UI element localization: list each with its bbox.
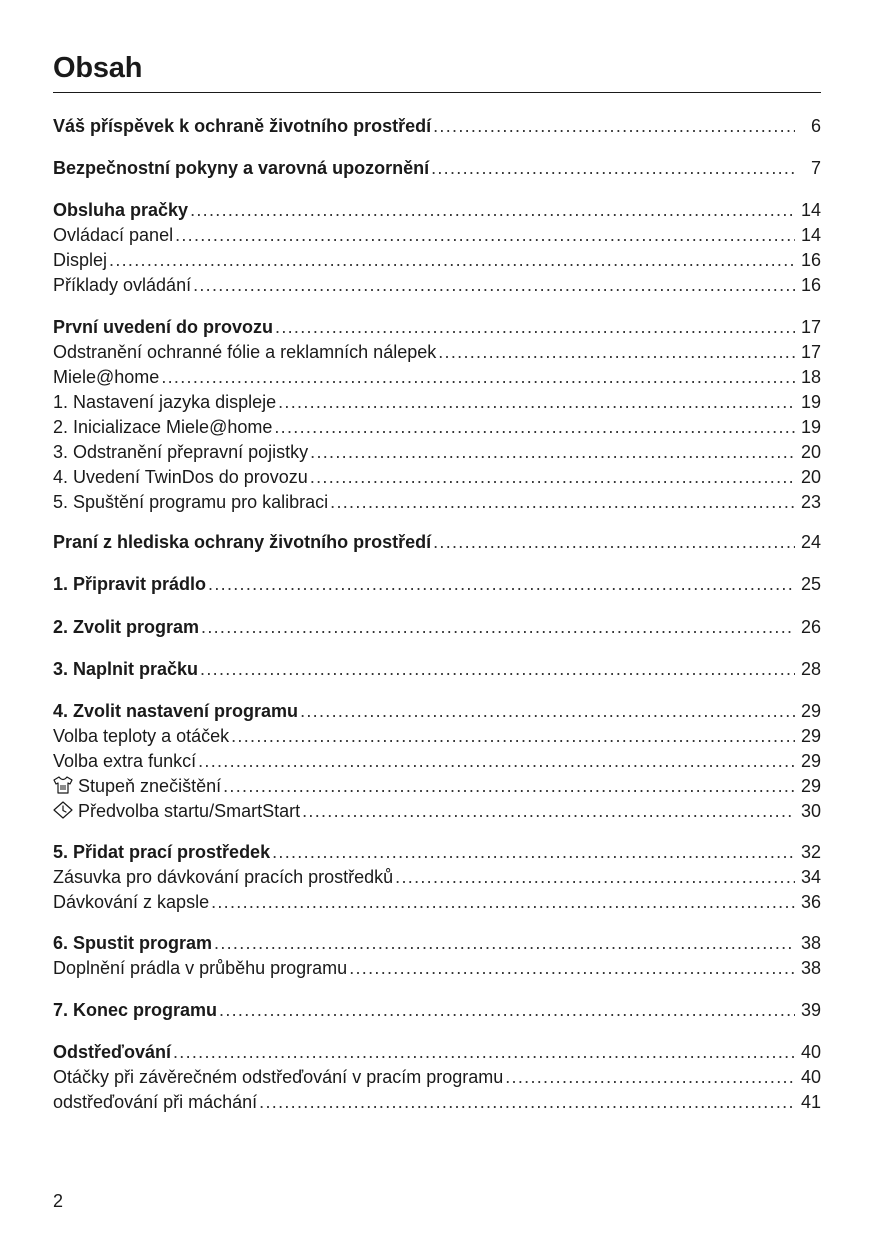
toc-leader-dots [349,956,795,980]
toc-entry-page: 32 [800,842,821,862]
toc-entry-page: 20 [800,467,821,487]
toc-entry [53,490,821,514]
toc-entry-label: Dávkování z kapsle [53,892,210,912]
toc-entry [53,248,821,272]
toc-entry-title [53,1040,171,1064]
toc-entry-page: 7 [810,158,821,178]
toc-entry [53,223,821,247]
toc-entry-title [53,1065,503,1089]
toc-leader-dots [300,699,795,723]
toc-leader-dots [219,998,795,1022]
toc-entry-page: 29 [800,751,821,771]
toc-entry-page: 40 [800,1042,821,1062]
toc-leader-dots [200,657,795,681]
toc-entry-label: Zásuvka pro dávkování pracích prostředků [53,867,394,887]
toc-leader-dots [211,890,795,914]
toc-leader-dots [272,840,795,864]
toc-entry-page: 29 [800,726,821,746]
toc-entry-page: 39 [800,1000,821,1020]
toc-entry-label: Doplnění prádla v průběhu programu [53,958,348,978]
toc-entry-title [53,699,298,723]
toc-entry [53,956,821,980]
toc-entry [53,657,821,681]
toc-entry-title [53,415,272,439]
toc-entry-title [53,114,431,138]
toc-entry-label: Volba extra funkcí [53,751,197,771]
toc-entry [53,749,821,773]
toc-entry-title [53,365,159,389]
toc-entry-page: 17 [800,317,821,337]
toc-entry-page: 38 [800,958,821,978]
toc-leader-dots [433,530,795,554]
toc-leader-dots [274,415,795,439]
toc-entry-page: 29 [800,776,821,796]
toc-entry-label: 4. Zvolit nastavení programu [53,701,299,721]
toc-entry-title [53,774,221,798]
toc-entry-page: 16 [800,275,821,295]
toc-entry-label: Odstřeďování [53,1042,171,1062]
toc-entry [53,440,821,464]
toc-entry-title [53,615,199,639]
toc-entry-label: 1. Připravit prádlo [53,574,207,594]
toc-entry-label: 3. Naplnit pračku [53,659,199,679]
toc-leader-dots [198,749,795,773]
toc-entry [53,724,821,748]
toc-entry-page: 26 [800,617,821,637]
shirt-soiling-icon [53,776,73,794]
toc-entry-title [53,465,308,489]
toc-entry-page: 6 [810,116,821,136]
toc-entry-title [53,998,217,1022]
toc-leader-dots [208,572,795,596]
toc-entry [53,998,821,1022]
toc-leader-dots [161,365,795,389]
toc-entry-page: 40 [800,1067,821,1087]
toc-entry-label: Ovládací panel [53,225,174,245]
title-divider [53,92,821,93]
toc-entry [53,530,821,554]
toc-entry-title [53,865,393,889]
toc-entry-page: 34 [800,867,821,887]
toc-entry [53,799,821,823]
toc-entry-label: Praní z hlediska ochrany životního prostředí [53,532,432,552]
toc-leader-dots [223,774,795,798]
toc-entry-page: 36 [800,892,821,912]
toc-entry [53,315,821,339]
toc-entry-title [53,724,229,748]
toc-entry-page: 29 [800,701,821,721]
toc-entry-page: 17 [800,342,821,362]
toc-leader-dots [190,198,795,222]
toc-entry [53,390,821,414]
toc-leader-dots [505,1065,795,1089]
toc-leader-dots [438,340,795,364]
toc-entry-label: Příklady ovládání [53,275,192,295]
toc-entry-title [53,490,328,514]
toc-entry-title [53,223,173,247]
toc-entry-label: Stupeň znečištění [78,776,222,796]
toc-leader-dots [259,1090,795,1114]
toc-entry [53,415,821,439]
toc-entry-label: Předvolba startu/SmartStart [78,801,301,821]
toc-entry-label: Displej [53,250,108,270]
toc-entry [53,156,821,180]
toc-entry-label: 7. Konec programu [53,1000,218,1020]
toc-entry-title [53,840,270,864]
toc-entry [53,865,821,889]
toc-entry-label: 5. Spuštění programu pro kalibraci [53,492,329,512]
toc-entry-page: 14 [800,225,821,245]
toc-entry-label: Bezpečnostní pokyny a varovná upozornění [53,158,430,178]
toc-entry [53,114,821,138]
toc-entry-title [53,315,273,339]
footer-page-number: 2 [53,1191,64,1211]
toc-entry [53,890,821,914]
toc-leader-dots [431,156,795,180]
toc-leader-dots [201,615,795,639]
toc-entry-label: 1. Nastavení jazyka displeje [53,392,277,412]
toc-entry-label: Volba teploty a otáček [53,726,230,746]
toc-leader-dots [278,390,795,414]
toc-entry-label: 2. Zvolit program [53,617,200,637]
toc-entry-title [53,799,300,823]
toc-leader-dots [275,315,795,339]
toc-entry-label: 2. Inicializace Miele@home [53,417,273,437]
toc-entry [53,1040,821,1064]
delay-start-icon [53,801,73,819]
toc-leader-dots [231,724,795,748]
toc-entry-page: 18 [800,367,821,387]
toc-entry-title [53,273,191,297]
toc-entry-page: 20 [800,442,821,462]
toc-entry-label: Obsluha pračky [53,200,189,220]
toc-leader-dots [193,273,795,297]
toc-entry-label: odstřeďování při máchání [53,1092,258,1112]
toc-entry-title [53,248,107,272]
toc-entry [53,340,821,364]
toc-entry-page: 19 [800,417,821,437]
toc-entry-label: Miele@home [53,367,160,387]
toc-leader-dots [173,1040,795,1064]
toc-entry [53,699,821,723]
toc-leader-dots [310,465,795,489]
toc-entry-title [53,156,429,180]
toc-leader-dots [330,490,795,514]
toc-entry-label: 6. Spustit program [53,933,213,953]
toc-entry-title [53,657,198,681]
toc-entry-title [53,198,188,222]
toc-entry-label: Otáčky při závěrečném odstřeďování v pracím programu [53,1067,504,1087]
toc-entry-title [53,931,212,955]
toc-leader-dots [109,248,795,272]
toc-entry-title [53,572,206,596]
toc-leader-dots [433,114,795,138]
toc-entry-page: 24 [800,532,821,552]
toc-entry-page: 38 [800,933,821,953]
toc-entry-title [53,530,431,554]
toc-leader-dots [395,865,795,889]
toc-entry-title [53,340,436,364]
toc-entry [53,615,821,639]
toc-entry-page: 28 [800,659,821,679]
toc-entry [53,931,821,955]
toc-entry [53,365,821,389]
toc-entry-page: 25 [800,574,821,594]
toc-entry [53,1065,821,1089]
toc-entry-label: Odstranění ochranné fólie a reklamních nálepek [53,342,437,362]
toc-entry-title [53,1090,257,1114]
toc-entry-page: 30 [800,801,821,821]
toc-entry-title [53,890,209,914]
toc-entry [53,572,821,596]
toc-entry-label: Váš příspěvek k ochraně životního prostředí [53,116,432,136]
toc-entry-page: 23 [800,492,821,512]
toc-entry-page: 14 [800,200,821,220]
toc-entry-page: 41 [800,1092,821,1112]
toc-entry [53,774,821,798]
toc-entry-title [53,440,308,464]
toc-entry [53,273,821,297]
toc-leader-dots [214,931,795,955]
toc-entry-page: 16 [800,250,821,270]
toc-entry-label: 5. Přidat prací prostředek [53,842,271,862]
toc-entry-title [53,390,276,414]
toc-entry [53,840,821,864]
toc-entry [53,465,821,489]
toc-leader-dots [310,440,795,464]
toc-entry-title [53,749,196,773]
toc-leader-dots [175,223,795,247]
toc-leader-dots [302,799,795,823]
toc-entry [53,1090,821,1114]
toc-entry-label: První uvedení do provozu [53,317,274,337]
toc-entry-page: 19 [800,392,821,412]
toc-entry-title [53,956,347,980]
toc-entry [53,198,821,222]
toc-entry-label: 4. Uvedení TwinDos do provozu [53,467,308,487]
toc-entry-label: 3. Odstranění přepravní pojistky [53,442,309,462]
page-title: Obsah [53,52,143,84]
